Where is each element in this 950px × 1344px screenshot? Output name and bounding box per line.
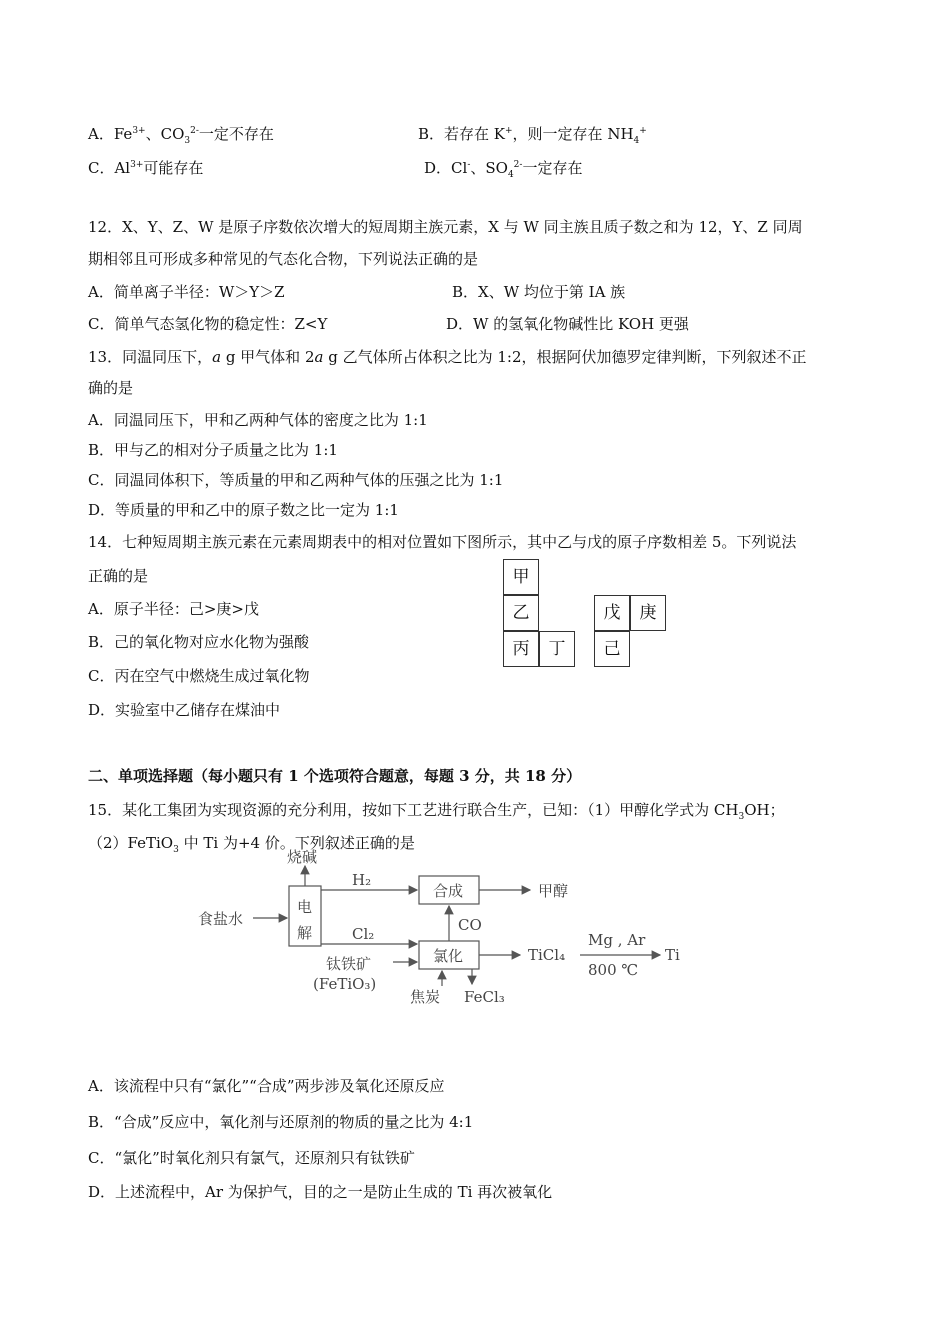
- flow-ti: Ti: [665, 946, 680, 964]
- cell-ding: 丁: [539, 631, 575, 667]
- flow-chlorination: 氯化: [433, 947, 464, 965]
- flow-temp: 800 ℃: [588, 961, 639, 979]
- flow-electrolysis-1: 电: [297, 898, 313, 916]
- q13-option-b: B．甲与乙的相对分子质量之比为 1:1: [88, 441, 338, 459]
- flow-cl2: Cl₂: [352, 925, 375, 943]
- q12-option-b: B．X、W 均位于第 IA 族: [452, 283, 626, 301]
- q13-option-a: A．同温同压下，甲和乙两种气体的密度之比为 1:1: [88, 411, 428, 429]
- q13-option-c: C．同温同体积下，等质量的甲和乙两种气体的压强之比为 1:1: [88, 471, 504, 489]
- q14-option-a: A．原子半径：己>庚>戊: [88, 600, 259, 618]
- cell-yi: 乙: [503, 595, 539, 631]
- cell-jia: 甲: [503, 559, 539, 595]
- q12-stem-line1: 12．X、Y、Z、W 是原子序数依次增大的短周期主族元素，X 与 W 同主族且质子数之和为 12，Y、Z 同周: [88, 218, 803, 236]
- synthesis-box: [419, 876, 479, 904]
- q14-stem-line2: 正确的是: [88, 567, 149, 585]
- flow-ilmenite: 钛铁矿: [326, 955, 372, 973]
- q13-stem-line2: 确的是: [88, 379, 134, 397]
- flow-h2: H₂: [352, 871, 372, 889]
- q14-stem-line1: 14．七种短周期主族元素在元素周期表中的相对位置如下图所示，其中乙与戊的原子序数相差 5。下列说法: [88, 533, 797, 551]
- chlorination-box: [419, 941, 479, 969]
- flow-electrolysis-2: 解: [297, 924, 313, 942]
- flow-co: CO: [458, 916, 482, 934]
- cell-geng: 庚: [630, 595, 666, 631]
- electrolysis-box: [289, 886, 321, 946]
- cell-ji: 己: [594, 631, 630, 667]
- flow-brine: 食盐水: [198, 910, 244, 928]
- q11-option-c: C．$Al^{3+}$可能存在: [88, 159, 204, 177]
- q15-option-d: D．上述流程中，Ar 为保护气，目的之一是防止生成的 Ti 再次被氧化: [88, 1183, 553, 1201]
- flow-ticl4: TiCl₄: [528, 946, 566, 964]
- flow-caustic: 烧碱: [287, 848, 318, 866]
- flow-coke: 焦炭: [410, 988, 441, 1006]
- q12-option-d: D．W 的氢氧化物碱性比 KOH 更强: [446, 315, 689, 333]
- flow-mg-ar: Mg , Ar: [588, 931, 646, 949]
- q11-option-d: D．Cl-、$SO_4^{2-}$一定存在: [424, 159, 583, 180]
- flow-methanol: 甲醇: [538, 882, 569, 900]
- q11-option-b: B．若存在 K+，则一定存在 $NH_4^+$: [418, 125, 647, 146]
- q11-option-a: A．$Fe^{3+}$、$CO_3^{2-}$一定不存在: [88, 125, 274, 146]
- q15-stem-line2: （2）FeTiO$_3$ 中 Ti 为+4 价。下列叙述正确的是: [88, 834, 415, 855]
- cell-wu: 戊: [594, 595, 630, 631]
- q13-stem-line1: 13．同温同压下，a g 甲气体和 2a g 乙气体所占体积之比为 1:2，根据阿伏加德罗定律判断，下列叙述不正: [88, 348, 807, 366]
- q14-option-c: C．丙在空气中燃烧生成过氧化物: [88, 667, 310, 685]
- section-2-title: 二、单项选择题（每小题只有 1 个选项符合题意，每题 3 分，共 18 分）: [88, 767, 582, 785]
- flow-synthesis: 合成: [433, 882, 464, 900]
- q12-option-c: C．简单气态氢化物的稳定性：Z<Y: [88, 315, 328, 333]
- q12-option-a: A．简单离子半径：W＞Y＞Z: [88, 283, 285, 301]
- q15-option-c: C．“氯化”时氧化剂只有氯气，还原剂只有钛铁矿: [88, 1149, 415, 1167]
- flow-ilmenite-formula: (FeTiO₃): [313, 975, 377, 993]
- q14-option-d: D．实验室中乙储存在煤油中: [88, 701, 281, 719]
- q13-option-d: D．等质量的甲和乙中的原子数之比一定为 1:1: [88, 501, 399, 519]
- q15-option-a: A．该流程中只有“氯化”“合成”两步涉及氧化还原反应: [88, 1077, 445, 1095]
- flow-fecl3: FeCl₃: [464, 988, 505, 1006]
- cell-bing: 丙: [503, 631, 539, 667]
- q15-stem-line1: 15．某化工集团为实现资源的充分利用，按如下工艺进行联合生产，已知：（1）甲醇化学式为 $CH_3OH$；: [88, 801, 785, 822]
- q15-option-b: B．“合成”反应中，氧化剂与还原剂的物质的量之比为 4:1: [88, 1113, 474, 1131]
- q14-option-b: B．己的氧化物对应水化物为强酸: [88, 633, 310, 651]
- q12-stem-line2: 期相邻且可形成多种常见的气态化合物，下列说法正确的是: [88, 250, 479, 268]
